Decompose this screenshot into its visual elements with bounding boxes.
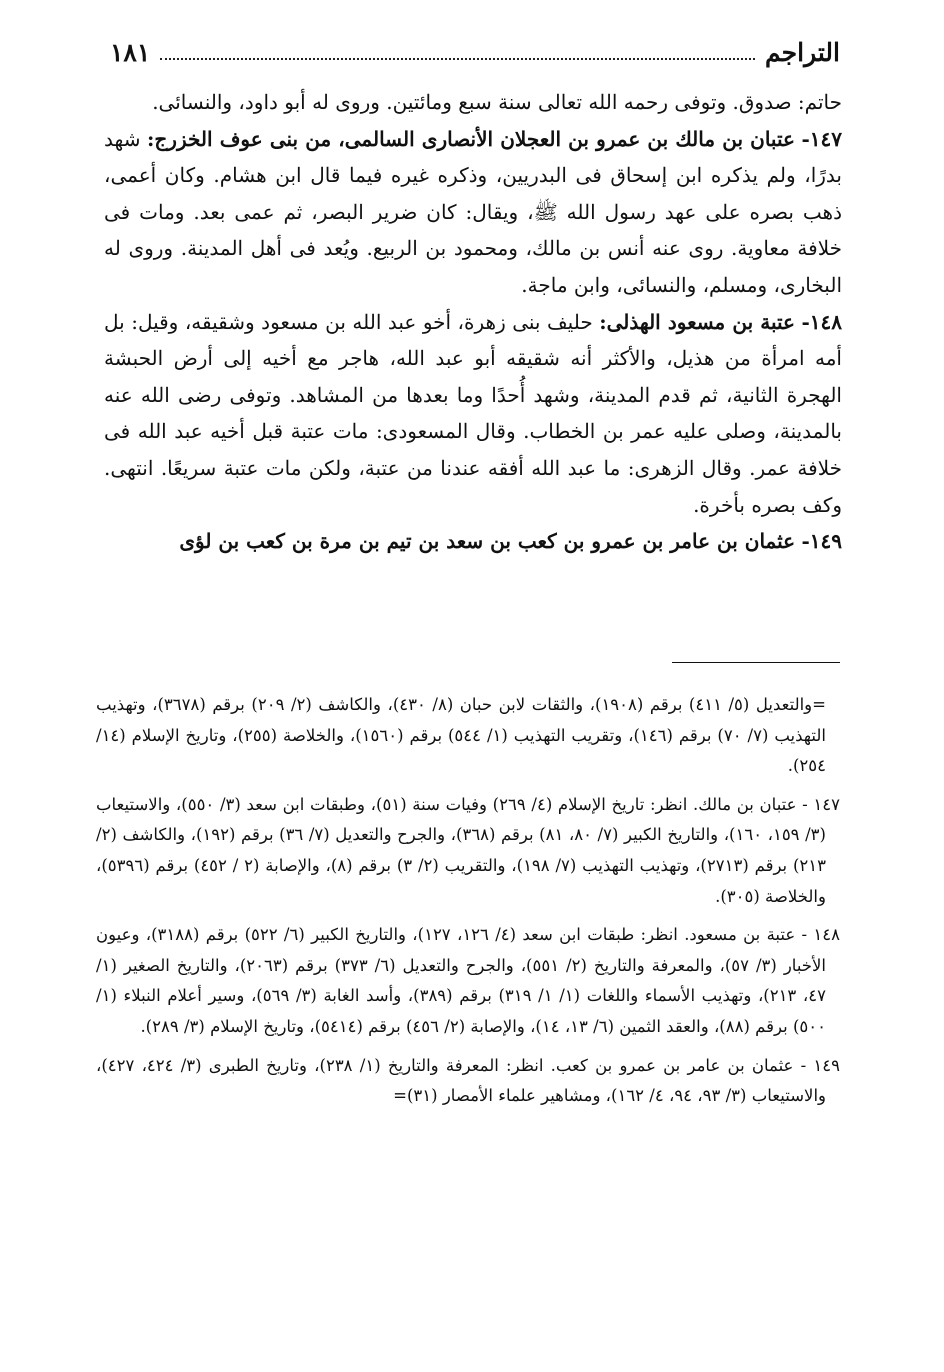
running-header: [110, 32, 840, 72]
footnotes: [96, 690, 840, 1120]
entry-148: [104, 304, 842, 524]
paragraph-continuation: حاتم: صدوق. وتوفى رحمه الله تعالى سنة سبع ومائتين. وروى له أبو داود، والنسائى.: [152, 90, 842, 114]
entry-number: ١٤٩-: [801, 529, 842, 554]
entry-number: ١٤٨-: [801, 309, 843, 334]
footnote-separator: [672, 662, 840, 663]
entry-name: عثمان بن عامر بن عمرو بن كعب بن سعد بن تيم بن مرة بن كعب بن لؤى: [179, 529, 796, 554]
entry-text: حليف بنى زهرة، أخو عبد الله بن مسعود وشقيقه، وقيل: بل أمه امرأة من هذيل، والأكثر أنه شقيقه أبو عبد الله، هاجر مع أخيه إلى أرض الحبشة الهجرة الثانية، ثم قدم المدينة، وشهد أُحدًا وما بعدها من المشاهد. وتوفى رضى الله عنه بالمدينة، وصلى عليه عمر بن الخطاب. وقال المسعودى: مات عتبة قبل أخيه عبد الله فى خلافة عمر. وقال الزهرى: ما عبد الله أفقه عندنا من عتبة، ولكن مات عتبة سريعًا. انتهى. وكف بصره بأخرة.: [104, 309, 842, 517]
page-number: ١٨١: [110, 37, 151, 67]
entry-149: [104, 523, 842, 560]
entry-text: شهد بدرًا، ولم يذكره ابن إسحاق فى البدريين، وذكره غيره فيما قال ابن هشام. وكان أعمى، ذهب بصره على عهد رسول الله ﷺ، ويقال: كان ضرير البصر، ثم عمى بعد. ومات فى خلافة معاوية. روى عنه أنس بن مالك، ومحمود بن الربيع. ويُعد فى أهل المدينة. وروى له البخارى، ومسلم، والنسائى، وابن ماجة.: [104, 126, 842, 297]
entry-name: عتبة بن مسعود الهذلى:: [599, 309, 795, 334]
entry-number: ١٤٧-: [801, 126, 843, 151]
footnote-continuation: =والتعديل (٥/ ٤١١) برقم (١٩٠٨)، والثقات لابن حبان (٨/ ٤٣٠)، والكاشف (٢/ ٢٠٩) برقم (٣٦٧٨)، وتهذيب التهذيب (٧/ ٧٠) برقم (١٤٦)، وتقريب التهذيب (١/ ٥٤٤) برقم (١٥٦٠)، والخلاصة (٢٥٥)، وتاريخ الإسلام (١٤/ ٢٥٤).: [96, 695, 826, 776]
leader-dots: [160, 57, 755, 60]
footnote-148: ١٤٨ - عتبة بن مسعود. انظر: طبقات ابن سعد (٤/ ١٢٦، ١٢٧)، والتاريخ الكبير (٦/ ٥٢٢) برقم (٣١٨٨)، وعيون الأخبار (٣/ ٥٧)، والمعرفة والتاريخ (٢/ ٥٥١)، والجرح والتعديل (٦/ ٣٧٣) برقم (٢٠٦٣)، والتاريخ الصغير (١/ ٤٧، ٢١٣)، وتهذيب الأسماء واللغات (١/ ١/ ٣١٩) برقم (٣٨٩)، وأسد الغابة (٣/ ٥٦٩)، وسير أعلام النبلاء (١/ ٥٠٠) برقم (٨٨)، والعقد الثمين (٦/ ١٣، ١٤)، والإصابة (٢/ ٤٥٦) برقم (٥٤١٤)، وتاريخ الإسلام (٣/ ٢٨٩).: [96, 925, 841, 1036]
footnote-149: ١٤٩ - عثمان بن عامر بن عمرو بن كعب. انظر: المعرفة والتاريخ (١/ ٢٣٨)، وتاريخ الطبرى (٣/ ٤٢٤، ٤٢٧)، والاستيعاب (٣/ ٩٣، ٩٤، ٤/ ١٦٢)، ومشاهير علماء الأمصار (٣١)=: [96, 1055, 840, 1106]
main-text: [104, 84, 842, 560]
entry-147: [104, 121, 842, 304]
footnote-147: ١٤٧ - عتبان بن مالك. انظر: تاريخ الإسلام (٤/ ٢٦٩) وفيات سنة (٥١)، وطبقات ابن سعد (٣/ ٥٥٠)، والاستيعاب (٣/ ١٥٩، ١٦٠)، والتاريخ الكبير (٧/ ٨٠، ٨١) برقم (٣٦٨)، والجرح والتعديل (٧/ ٣٦) برقم (١٩٢)، والكاشف (٢/ ٢١٣) برقم (٢٧١٣)، وتهذيب التهذيب (٧/ ١٩٨)، والتقريب (٢/ ٣) برقم (٨)، والإصابة (٢ / ٤٥٢) برقم (٥٣٩٦)، والخلاصة (٣٠٥).: [96, 794, 841, 906]
entry-name: عتبان بن مالك بن عمرو بن العجلان الأنصارى السالمى، من بنى عوف الخزرج:: [147, 126, 795, 151]
section-title: التراجم: [765, 37, 840, 67]
